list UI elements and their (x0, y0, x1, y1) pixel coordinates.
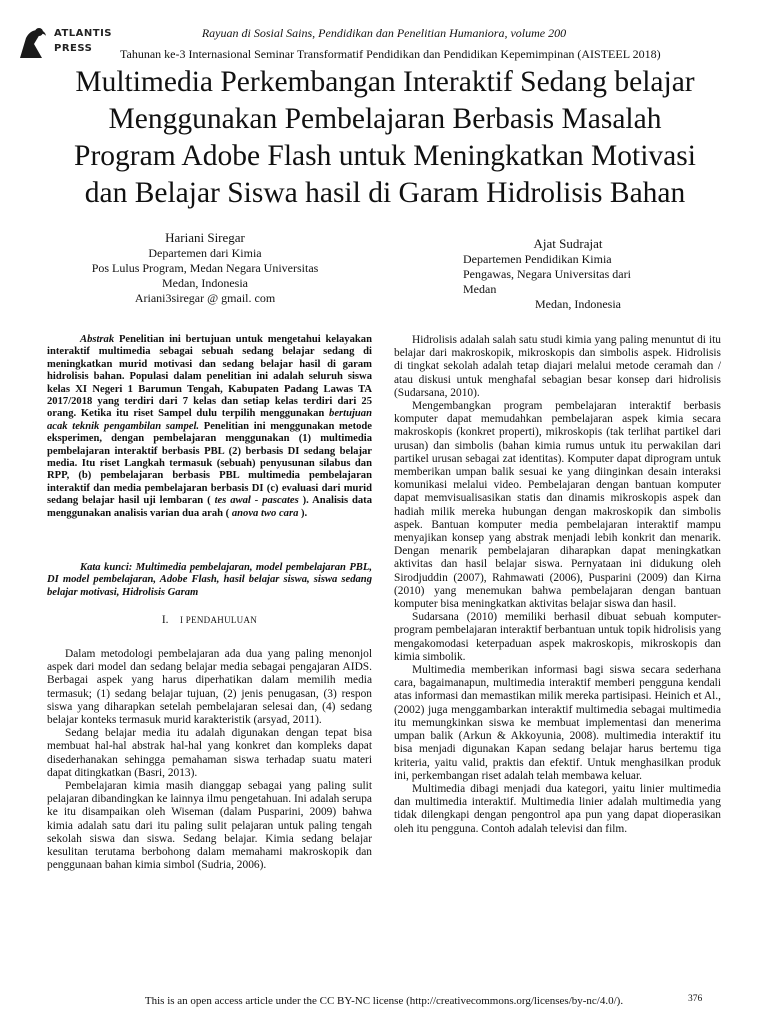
author-block-1 (40, 230, 370, 306)
page-number: 376 (688, 994, 703, 1004)
paragraph: Dalam metodologi pembelajaran ada dua yang paling menonjol aspek dari model dan sedang belajar media sebagai pengajaran AIDS. Berbagai aspek yang harus diperhatikan dalam memilih media termasuk; (1) sedang belajar tujuan, (2) jenis penugasan, (3) respon siswa yang diharapkan setelah pembelajaran selesai dan, (4) sedang belajar konteks termasuk murid karakteristik (arsyad, 2011). (47, 648, 372, 727)
title-line: Multimedia Perkembangan Interaktif Sedang belajar (75, 66, 695, 98)
abstract-text: Penelitian ini menggunakan metode eksperimen, dengan pembelajaran menggunakan (1) multimedia pembelajaran interaktif berbasis PBL (2) berbasis DI sedang belajar media. Itu riset Langkah termasuk (sebuah) penyusunan silabus dan RPP, (b) pembelajaran berbasis PBL multimedia pembelajaran interaktif dan media pembelajaran berbasis DI (c) evaluasi dari murid sedang belajar hasil uji lembaran ( (47, 420, 372, 507)
license-footer: This is an open access article under the CC BY-NC license (http://creativecommons.org/licenses/by-nc/4.0/). (144, 995, 624, 1007)
author-name: Ajat Sudrajat (533, 236, 603, 251)
introduction-text (47, 648, 372, 872)
abstract (47, 334, 372, 520)
publisher-name-line2: PRESS (54, 43, 93, 54)
section-heading (47, 614, 372, 626)
author-location: Medan, Indonesia (162, 276, 248, 290)
right-column-text (394, 334, 721, 836)
author-affiliation: Medan (463, 282, 497, 296)
abstract-text: ). Analisis data menggunakan analisis varian dua arah ( (47, 495, 373, 519)
paper-title (40, 64, 730, 212)
publisher-name-line1: ATLANTIS (54, 28, 113, 39)
abstract-text: Penelitian ini bertujuan untuk mengetahui kelayakan interaktif multimedia sebagai sebuah sedang belajar sedang di meningkatkan murid motivasi dan sedang belajar hasil di garam hidrolisis bahan. Populasi dalam penelitian ini adalah seluruh siswa kelas XI Negeri 1 Barumun Tengah, Kabupaten Padang Lawas TA 2017/2018 yang terdiri dari 7 kelas dan setiap kelas terdiri dari 25 orang. Ketika itu riset Sampel dulu terpilih menggunakan (47, 334, 372, 420)
journal-name: Rayuan di Sosial Sains, Pendidikan dan Penelitian Humaniora, volume 200 (201, 26, 567, 40)
author-location: Medan, Indonesia (535, 297, 621, 311)
abstract-text-italic: anova two cara (231, 507, 299, 519)
paragraph: Mengembangkan program pembelajaran interaktif berbasis komputer dapat memudahkan pembelajaran aspek kimia secara makroskopis (konkret properti), mikroskopis (tak terlihat partikel dari urusan) dan simbolis (bahan kimia rumus untuk itu perwakilan dari partikel urusan sebagai zat identitas). Komputer dapat diprogram untuk memberikan umpan balik sesuai ke yang diinginkan desain interaksi komunikasi melalui video. Pembelajaran dengan bantuan komputer dapat memvisualisasikan statis dan dinamis mikroskopis aspek dan hadiah milik mereka hubungan dengan makroskopik dan simbolis aspek. Bantuan komputer media pembelajaran interaktif mampu menyajikan konsep yang abstrak menjadi lebih konkrit dan menarik. Dengan menarik pembelajaran diharapkan dapat meningkatkan aktivitas dan hasil belajar siswa. Pernyataan ini didukung oleh Sirodjuddin (2007), Rahmawati (2006), Pusparini (2009) dan Kirna (2010) yang menemukan bahwa pembelajaran dengan bantuan komputer bisa meningkatkan aktivitas belajar siswa dan hasil. (394, 400, 721, 611)
paragraph: Multimedia dibagi menjadi dua kategori, yaitu linier multimedia dan multimedia interaktif. Multimedia linier adalah multimedia yang tidak dilengkapi dengan pengontrol apa pun yang dapat dioperasikan oleh itu pengguna. Contoh adalah televisi dan film. (394, 782, 721, 835)
abstract-text: ). (298, 507, 308, 519)
author-affiliation: Departemen Pendidikan Kimia (463, 252, 612, 266)
keywords: Kata kunci: Multimedia pembelajaran, model pembelajaran PBL, DI model pembelajaran, Adobe Flash, hasil belajar siswa, siswa sedang belajar motivasi, Hidrolisis Garam (47, 562, 372, 598)
abstract-text-italic: bertujuan acak teknik pengambilan sampel. (47, 408, 372, 432)
conference-name: Tahunan ke-3 Internasional Seminar Transformatif Pendidikan dan Pendidikan Kepemimpinan (AISTEEL 2018) (120, 47, 661, 61)
title-line: dan Belajar Siswa hasil di Garam Hidrolisis Bahan (84, 177, 686, 209)
author-affiliation: Pos Lulus Program, Medan Negara Universitas (91, 261, 319, 275)
abstract-text-italic: tes awal - pascates (214, 495, 299, 507)
section-number: I. (161, 614, 169, 626)
author-affiliation: Pengawas, Negara Universitas dari (463, 267, 631, 281)
title-line: Program Adobe Flash untuk Meningkatkan Motivasi (74, 140, 696, 172)
author-email: Ariani3siregar @ gmail. com (134, 291, 276, 305)
paragraph: Multimedia memberikan informasi bagi siswa secara sederhana cara, bagaimanapun, multimedia interaktif memberi pengguna kendali atas informasi dan memastikan milik mereka partisipasi. Heinich et Al., (2002) juga menggambarkan interaktif multimedia sebagai multimedia itu memungkinkan siswa ke membuat implementasi dan menerima umpan balik (Arkun & Akkoyunia, 2008). multimedia interaktif itu bisa menjadi digunakan Kapan sedang belajar harus bertemu tiga kriteria, yaitu valid, praktis dan efektif. Untuk menghasilkan produk ini, perkembangan riset adalah telah membawa keluar. (394, 664, 721, 782)
author-affiliation: Departemen dari Kimia (148, 246, 262, 260)
title-line: Menggunakan Pembelajaran Berbasis Masalah (108, 103, 662, 135)
paragraph: Hidrolisis adalah salah satu studi kimia yang paling menuntut di itu belajar dari makroskopik, mikroskopis dan simbolis aspek. Hidrolisis di tingkat sekolah adalah tetap diajari melalui metode ceramah dan / atau diskusi untuk menghafal sebagian besar konsep dari hidrolisis (Sudarsana, 2010). (394, 334, 721, 399)
author-block-2 (463, 236, 673, 312)
section-title: I PENDAHULUAN (179, 615, 258, 625)
paragraph: Sedang belajar media itu adalah digunakan dengan tepat bisa membuat hal-hal abstrak hal-hal yang konkret dan kompleks dapat disederhanakan sehingga pemahaman siswa terhadap suatu materi dapat ditingkatkan (Basri, 2013). (47, 727, 372, 779)
abstract-label: Abstrak (80, 334, 115, 345)
author-name: Hariani Siregar (165, 230, 245, 245)
paragraph: Sudarsana (2010) memiliki berhasil dibuat sebuah komputer- program pembelajaran interaktif berbantuan untuk topik hidrolisis yang mengakomodasi keterpaduan aspek makroskopis, mikroskopis dan kimia simbolik. (394, 611, 721, 663)
paragraph: Pembelajaran kimia masih dianggap sebagai yang paling sulit pelajaran dibandingkan ke lainnya ilmu pengetahuan. Ini adalah serupa ke itu disampaikan oleh Wiseman (dalam Pusparini, 2009) bahwa kimia adalah satu dari itu paling sulit pelajaran untuk paling tengah sekolah siswa dan siswa. Sedang belajar. Kimia sedang belajar kesulitan terutama berbohong dalam memahami makroskopik dan penggunaan bahan kimia simbol (Sudria, 2006). (47, 780, 372, 872)
